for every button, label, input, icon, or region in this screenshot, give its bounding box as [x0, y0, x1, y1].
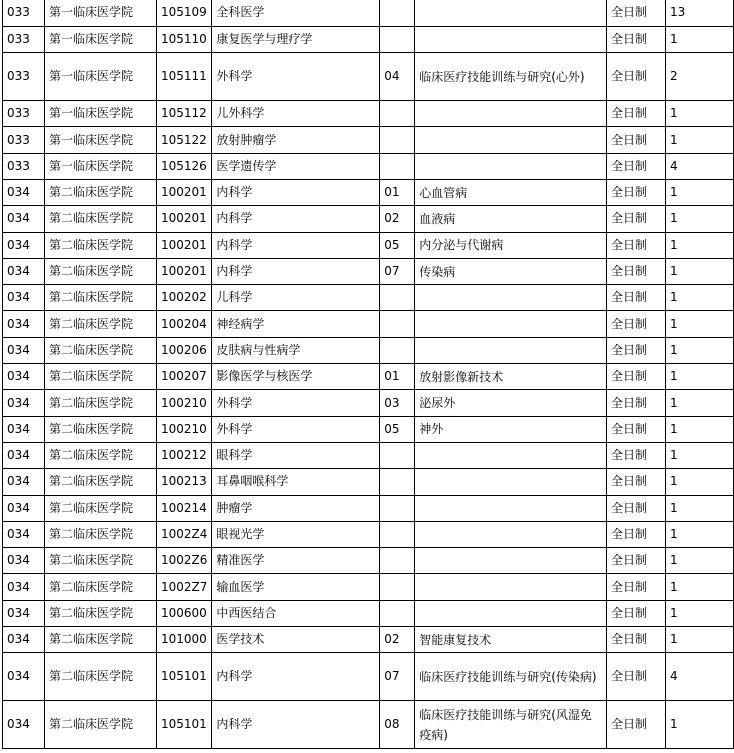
direction-code-cell	[380, 337, 415, 363]
college-code-cell: 034	[3, 574, 45, 600]
study-mode-cell: 全日制	[607, 364, 666, 390]
major-name-cell: 耳鼻咽喉科学	[212, 469, 380, 495]
college-name-cell: 第二临床医学院	[44, 285, 156, 311]
plan-count-cell: 1	[666, 521, 734, 547]
direction-code-cell	[380, 127, 415, 153]
table-row	[3, 337, 734, 363]
plan-count-cell: 1	[666, 311, 734, 337]
direction-code-cell: 08	[380, 701, 415, 749]
study-mode-cell: 全日制	[607, 701, 666, 749]
major-name-cell: 医学遗传学	[212, 153, 380, 179]
college-code-cell: 034	[3, 495, 45, 521]
direction-code-cell: 02	[380, 206, 415, 232]
college-code-cell: 033	[3, 26, 45, 52]
college-name-cell: 第二临床医学院	[44, 311, 156, 337]
plan-count-cell: 1	[666, 364, 734, 390]
study-mode-cell: 全日制	[607, 627, 666, 653]
college-name-cell: 第二临床医学院	[44, 701, 156, 749]
major-code-cell: 100212	[156, 442, 211, 468]
college-name-cell: 第一临床医学院	[44, 0, 156, 26]
table-row	[3, 232, 734, 258]
plan-count-cell: 1	[666, 26, 734, 52]
college-name-cell: 第二临床医学院	[44, 653, 156, 701]
college-name-cell: 第二临床医学院	[44, 495, 156, 521]
plan-count-cell: 4	[666, 153, 734, 179]
table-row	[3, 153, 734, 179]
direction-name-cell	[415, 26, 607, 52]
college-code-cell: 034	[3, 232, 45, 258]
major-code-cell: 100210	[156, 416, 211, 442]
table-row	[3, 0, 734, 26]
direction-code-cell	[380, 0, 415, 26]
direction-name-cell	[415, 495, 607, 521]
direction-name-cell	[415, 548, 607, 574]
college-name-cell: 第二临床医学院	[44, 574, 156, 600]
college-name-cell: 第二临床医学院	[44, 258, 156, 284]
college-code-cell: 034	[3, 285, 45, 311]
direction-name-cell: 放射影像新技术	[415, 364, 607, 390]
college-code-cell: 034	[3, 390, 45, 416]
direction-code-cell: 05	[380, 232, 415, 258]
plan-count-cell: 1	[666, 232, 734, 258]
plan-count-cell: 1	[666, 469, 734, 495]
direction-name-cell	[415, 600, 607, 626]
direction-code-cell	[380, 469, 415, 495]
table-row	[3, 548, 734, 574]
table-row	[3, 26, 734, 52]
college-name-cell: 第一临床医学院	[44, 153, 156, 179]
study-mode-cell: 全日制	[607, 232, 666, 258]
table-row	[3, 442, 734, 468]
study-mode-cell: 全日制	[607, 101, 666, 127]
study-mode-cell: 全日制	[607, 442, 666, 468]
college-code-cell: 034	[3, 416, 45, 442]
college-code-cell: 034	[3, 653, 45, 701]
college-name-cell: 第二临床医学院	[44, 232, 156, 258]
study-mode-cell: 全日制	[607, 26, 666, 52]
direction-name-cell	[415, 469, 607, 495]
major-code-cell: 105101	[156, 701, 211, 749]
direction-name-cell: 临床医疗技能训练与研究(传染病)	[415, 653, 607, 701]
major-code-cell: 1002Z7	[156, 574, 211, 600]
table-row	[3, 127, 734, 153]
plan-count-cell: 1	[666, 101, 734, 127]
major-name-cell: 全科医学	[212, 0, 380, 26]
study-mode-cell: 全日制	[607, 416, 666, 442]
college-code-cell: 034	[3, 521, 45, 547]
direction-code-cell	[380, 285, 415, 311]
study-mode-cell: 全日制	[607, 548, 666, 574]
plan-count-cell: 4	[666, 653, 734, 701]
major-code-cell: 101000	[156, 627, 211, 653]
college-name-cell: 第二临床医学院	[44, 179, 156, 205]
direction-name-cell: 传染病	[415, 258, 607, 284]
major-name-cell: 眼视光学	[212, 521, 380, 547]
major-name-cell: 内科学	[212, 232, 380, 258]
major-name-cell: 内科学	[212, 701, 380, 749]
college-name-cell: 第二临床医学院	[44, 521, 156, 547]
direction-name-cell: 泌尿外	[415, 390, 607, 416]
college-name-cell: 第一临床医学院	[44, 53, 156, 101]
major-code-cell: 1002Z4	[156, 521, 211, 547]
major-name-cell: 儿科学	[212, 285, 380, 311]
study-mode-cell: 全日制	[607, 206, 666, 232]
plan-count-cell: 1	[666, 337, 734, 363]
direction-name-cell: 神外	[415, 416, 607, 442]
major-name-cell: 外科学	[212, 53, 380, 101]
study-mode-cell: 全日制	[607, 285, 666, 311]
table-row	[3, 600, 734, 626]
table-row	[3, 521, 734, 547]
direction-code-cell	[380, 521, 415, 547]
direction-name-cell: 心血管病	[415, 179, 607, 205]
major-name-cell: 神经病学	[212, 311, 380, 337]
major-code-cell: 105126	[156, 153, 211, 179]
study-mode-cell: 全日制	[607, 127, 666, 153]
table-row	[3, 495, 734, 521]
study-mode-cell: 全日制	[607, 574, 666, 600]
direction-name-cell	[415, 0, 607, 26]
college-name-cell: 第二临床医学院	[44, 469, 156, 495]
study-mode-cell: 全日制	[607, 53, 666, 101]
table-row	[3, 53, 734, 101]
direction-code-cell: 03	[380, 390, 415, 416]
college-name-cell: 第二临床医学院	[44, 337, 156, 363]
direction-code-cell	[380, 311, 415, 337]
admission-plan-table	[2, 0, 734, 749]
direction-code-cell: 01	[380, 179, 415, 205]
plan-count-cell: 1	[666, 179, 734, 205]
study-mode-cell: 全日制	[607, 390, 666, 416]
direction-code-cell	[380, 548, 415, 574]
major-name-cell: 影像医学与核医学	[212, 364, 380, 390]
plan-count-cell: 1	[666, 495, 734, 521]
table-row	[3, 701, 734, 749]
college-name-cell: 第二临床医学院	[44, 600, 156, 626]
table-row	[3, 258, 734, 284]
table-row	[3, 311, 734, 337]
college-name-cell: 第一临床医学院	[44, 26, 156, 52]
direction-code-cell	[380, 600, 415, 626]
college-name-cell: 第一临床医学院	[44, 101, 156, 127]
major-name-cell: 内科学	[212, 653, 380, 701]
college-code-cell: 034	[3, 364, 45, 390]
table-row	[3, 206, 734, 232]
major-code-cell: 105101	[156, 653, 211, 701]
direction-name-cell	[415, 337, 607, 363]
college-code-cell: 034	[3, 337, 45, 363]
table-row	[3, 285, 734, 311]
plan-count-cell: 1	[666, 442, 734, 468]
study-mode-cell: 全日制	[607, 311, 666, 337]
college-code-cell: 034	[3, 442, 45, 468]
major-name-cell: 中西医结合	[212, 600, 380, 626]
direction-code-cell: 01	[380, 364, 415, 390]
major-name-cell: 内科学	[212, 179, 380, 205]
major-code-cell: 100201	[156, 258, 211, 284]
college-code-cell: 034	[3, 311, 45, 337]
study-mode-cell: 全日制	[607, 337, 666, 363]
direction-name-cell	[415, 127, 607, 153]
major-code-cell: 100204	[156, 311, 211, 337]
major-name-cell: 肿瘤学	[212, 495, 380, 521]
college-name-cell: 第二临床医学院	[44, 416, 156, 442]
major-name-cell: 医学技术	[212, 627, 380, 653]
direction-name-cell: 临床医疗技能训练与研究(心外)	[415, 53, 607, 101]
major-name-cell: 内科学	[212, 206, 380, 232]
college-code-cell: 033	[3, 53, 45, 101]
major-code-cell: 105109	[156, 0, 211, 26]
major-code-cell: 105112	[156, 101, 211, 127]
major-code-cell: 100214	[156, 495, 211, 521]
direction-name-cell	[415, 101, 607, 127]
direction-name-cell: 临床医疗技能训练与研究(风湿免疫病)	[415, 701, 607, 749]
direction-code-cell: 07	[380, 258, 415, 284]
college-code-cell: 033	[3, 127, 45, 153]
table-row	[3, 627, 734, 653]
direction-code-cell	[380, 495, 415, 521]
major-code-cell: 100206	[156, 337, 211, 363]
study-mode-cell: 全日制	[607, 258, 666, 284]
direction-name-cell: 内分泌与代谢病	[415, 232, 607, 258]
table-row	[3, 364, 734, 390]
plan-count-cell: 1	[666, 206, 734, 232]
direction-name-cell	[415, 574, 607, 600]
table-row	[3, 653, 734, 701]
plan-count-cell: 2	[666, 53, 734, 101]
college-name-cell: 第二临床医学院	[44, 364, 156, 390]
study-mode-cell: 全日制	[607, 179, 666, 205]
major-code-cell: 100207	[156, 364, 211, 390]
college-code-cell: 033	[3, 153, 45, 179]
study-mode-cell: 全日制	[607, 653, 666, 701]
major-code-cell: 100201	[156, 206, 211, 232]
study-mode-cell: 全日制	[607, 600, 666, 626]
direction-code-cell: 05	[380, 416, 415, 442]
table-row	[3, 390, 734, 416]
study-mode-cell: 全日制	[607, 0, 666, 26]
college-name-cell: 第二临床医学院	[44, 548, 156, 574]
plan-count-cell: 1	[666, 127, 734, 153]
study-mode-cell: 全日制	[607, 521, 666, 547]
direction-code-cell: 07	[380, 653, 415, 701]
direction-name-cell	[415, 311, 607, 337]
college-code-cell: 034	[3, 469, 45, 495]
college-name-cell: 第一临床医学院	[44, 127, 156, 153]
plan-count-cell: 1	[666, 627, 734, 653]
major-name-cell: 外科学	[212, 390, 380, 416]
direction-name-cell	[415, 285, 607, 311]
major-code-cell: 100202	[156, 285, 211, 311]
college-code-cell: 033	[3, 0, 45, 26]
plan-count-cell: 1	[666, 258, 734, 284]
direction-name-cell	[415, 442, 607, 468]
direction-code-cell: 04	[380, 53, 415, 101]
plan-count-cell: 1	[666, 600, 734, 626]
major-code-cell: 100201	[156, 232, 211, 258]
major-code-cell: 100600	[156, 600, 211, 626]
study-mode-cell: 全日制	[607, 495, 666, 521]
direction-code-cell	[380, 574, 415, 600]
major-name-cell: 内科学	[212, 258, 380, 284]
college-code-cell: 034	[3, 206, 45, 232]
college-code-cell: 034	[3, 600, 45, 626]
plan-count-cell: 1	[666, 390, 734, 416]
major-name-cell: 眼科学	[212, 442, 380, 468]
college-code-cell: 034	[3, 548, 45, 574]
major-name-cell: 输血医学	[212, 574, 380, 600]
table-row	[3, 416, 734, 442]
table-row	[3, 179, 734, 205]
college-name-cell: 第二临床医学院	[44, 442, 156, 468]
table-row	[3, 101, 734, 127]
plan-count-cell: 1	[666, 701, 734, 749]
major-code-cell: 105110	[156, 26, 211, 52]
major-name-cell: 放射肿瘤学	[212, 127, 380, 153]
major-code-cell: 100210	[156, 390, 211, 416]
major-name-cell: 外科学	[212, 416, 380, 442]
major-name-cell: 儿外科学	[212, 101, 380, 127]
plan-count-cell: 1	[666, 548, 734, 574]
study-mode-cell: 全日制	[607, 153, 666, 179]
major-name-cell: 皮肤病与性病学	[212, 337, 380, 363]
major-code-cell: 105122	[156, 127, 211, 153]
major-code-cell: 100201	[156, 179, 211, 205]
direction-name-cell: 血液病	[415, 206, 607, 232]
direction-code-cell	[380, 153, 415, 179]
college-name-cell: 第二临床医学院	[44, 390, 156, 416]
major-code-cell: 1002Z6	[156, 548, 211, 574]
major-code-cell: 105111	[156, 53, 211, 101]
major-code-cell: 100213	[156, 469, 211, 495]
college-code-cell: 033	[3, 101, 45, 127]
direction-name-cell	[415, 521, 607, 547]
college-name-cell: 第二临床医学院	[44, 206, 156, 232]
college-code-cell: 034	[3, 627, 45, 653]
plan-count-cell: 1	[666, 416, 734, 442]
plan-count-cell: 1	[666, 574, 734, 600]
major-name-cell: 康复医学与理疗学	[212, 26, 380, 52]
college-code-cell: 034	[3, 701, 45, 749]
table-row	[3, 574, 734, 600]
plan-count-cell: 1	[666, 285, 734, 311]
direction-code-cell	[380, 101, 415, 127]
direction-code-cell	[380, 26, 415, 52]
college-code-cell: 034	[3, 258, 45, 284]
college-code-cell: 034	[3, 179, 45, 205]
major-name-cell: 精准医学	[212, 548, 380, 574]
college-name-cell: 第二临床医学院	[44, 627, 156, 653]
direction-name-cell	[415, 153, 607, 179]
direction-code-cell	[380, 442, 415, 468]
table-row	[3, 469, 734, 495]
direction-code-cell: 02	[380, 627, 415, 653]
direction-name-cell: 智能康复技术	[415, 627, 607, 653]
study-mode-cell: 全日制	[607, 469, 666, 495]
plan-count-cell: 13	[666, 0, 734, 26]
